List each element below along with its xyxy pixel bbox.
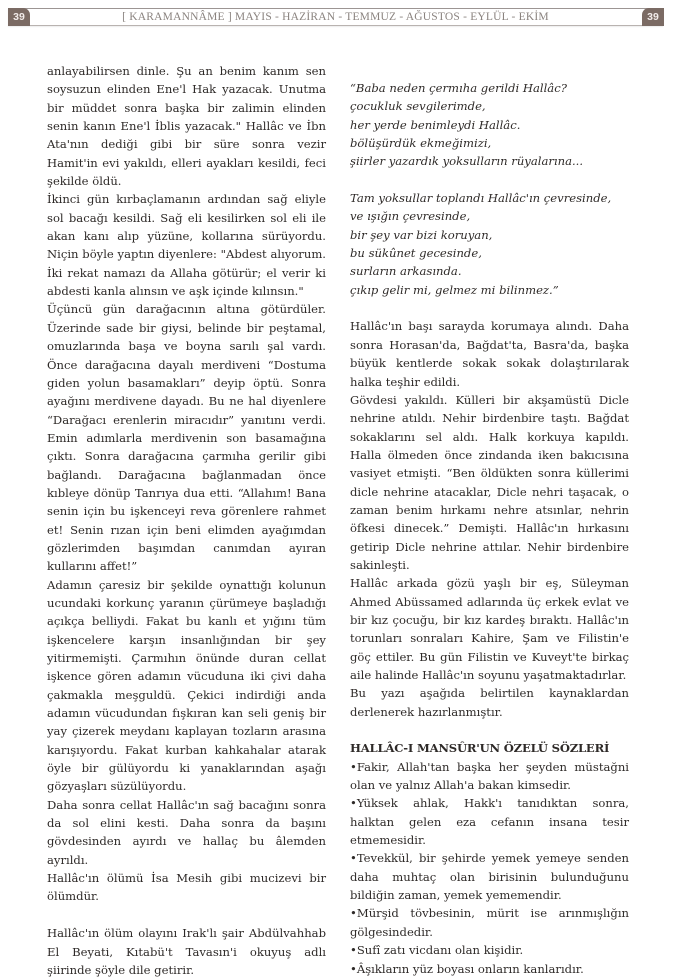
saying-item: •Fakir, Allah'tan başka her şeyden müstağni olan ve yalnız Allah'a bakan kimsedir.: [350, 759, 629, 793]
poem-line: surların arkasında.: [350, 264, 462, 279]
paragraph: Daha sonra cellat Hallâc'ın sağ bacağını sonra da sol elini kesti. Daha sonra da başını gövdesinden ayırdı ve hallaç bu âlemden ayrıldı.: [47, 797, 326, 867]
saying-item: •Mürşid tövbesinin, mürit ise arınmışlığın gölgesindedir.: [350, 906, 629, 939]
paragraph: anlayabilirsen dinle. Şu an benim kanım sen soysuzun elinden Ene'l Hak yazacak. Unutma bir müddet sonra başka bir zalimin elinden senin kanın Ene'l İblis yazacak." Hallâc ve İbn Ata'nın dediği gibi bir süre sonra vezir Hamit'in evi yakıldı, elleri ayakları kesildi, feci şekilde öldü.: [47, 64, 326, 189]
saying-item: •Âşıkların yüz boyası onların kanlarıdır.: [350, 961, 584, 976]
poem-line: her yerde benimleydi Hallâc.: [350, 117, 521, 132]
poem: [350, 79, 629, 299]
paragraph: Bu yazı aşağıda belirtilen kaynaklardan derlenerek hazırlanmıştır.: [350, 686, 629, 719]
poem-line: şiirler yazardık yoksulların rüyalarına...: [350, 154, 584, 169]
poem-line: bu sükûnet gecesinde,: [350, 246, 482, 261]
poem-line: bölüşürdük ekmeğimizi,: [350, 136, 492, 151]
spacer: [350, 721, 629, 739]
section-heading: HALLÂC-I MANSÛR'UN ÖZELÜ SÖZLERİ: [350, 741, 610, 756]
poem-line: bir şey var bizi koruyan,: [350, 227, 493, 242]
poem-line: “Baba neden çermıha gerildi Hallâc?: [350, 81, 567, 95]
paragraph: Hallâc arkada gözü yaşlı bir eş, Süleyman Ahmed Abüssamed adlarında üç erkek evlat ve bir kız çocuğu, bir kız kardeş bıraktı. Hallâc'ın torunları sonraları Kahire, Şam ve Filistin'e göç ettiler. Bu gün Filistin ve Kuveyt'te birkaç aile halinde Hallâc'ın soyunu yaşatmaktadırlar.: [350, 576, 629, 682]
saying-item: •Yüksek ahlak, Hakk'ı tanıdıktan sonra, halktan gelen eza cefanın insana tesir etmemesidir.: [350, 796, 629, 848]
poem-line: ve ışığın çevresinde,: [350, 209, 471, 224]
running-header: [8, 8, 663, 26]
saying-item: •Tevekkül, bir şehirde yemek yemeye senden daha muhtaç olan birisinin bulunduğunu bildiğin zaman, yemek yememendir.: [350, 851, 629, 903]
page-number-left: 39: [8, 8, 30, 26]
paragraph: Adamın çaresiz bir şekilde oynattığı kolunun ucundaki korkunç yaranın çürümeye başladığı açıkça belliydi. Fakat bu kanlı et yığını tüm işkencelere karşın insanlığından bir şey yitirmemişti. Çarmıhın önünde duran cellat işkence gören adamın vücuduna iki çivi daha çakmakla meşguldü. Çekici indirdiği anda adamın vücudundan fışkıran kan seli geniş bir yay çizerek meydanı kaplayan tozların arasına karışıyordu. Fakat kurban kahkahalar atarak öyle bir gülüyordu ki yanaklarından aşağı gözyaşları süzülüyordu.: [47, 577, 326, 794]
paragraph: Hallâc'ın ölümü İsa Mesih gibi mucizevi bir ölümdür.: [47, 871, 326, 904]
paragraph: İkinci gün kırbaçlamanın ardından sağ eliyle sol bacağı kesildi. Sağ eli kesilirken sol eli ile akan kanı alıp yüzüne, kollarına sürüyordu. Niçin böyle yaptın diyenlere: "Abdest alıyorum. İki rekat namazı da Allaha götürür; el verir ki abdesti kanla alınsın ve aşk içinde kılınsın.": [47, 192, 326, 299]
spacer: [47, 906, 326, 924]
paragraph: Gövdesi yakıldı. Külleri bir akşamüstü Dicle nehrine atıldı. Nehir birdenbire taştı. Bağdat sokaklarını sel aldı. Halk korkuya kapıldı. Halla ölmeden önce zindanda iken bakıcısına vasiyet etmişti. “Ben öldükten sonra küllerimi dicle nehrine atacaklar, Dicle nehri taşacak, o zaman benim hırkamı nehre atsınlar, nehrin öfkesi dinecek.” Demişti. Hallâc'ın hırkasını getirip Dicle nehrine attılar. Nehir birdenbire sakinleşti.: [350, 392, 629, 572]
poem-line: çocukluk sevgilerimde,: [350, 99, 486, 114]
poem-line: Tam yoksullar toplandı Hallâc'ın çevresinde,: [350, 191, 612, 206]
paragraph: Hallâc'ın başı sarayda korumaya alındı. Daha sonra Horasan'da, Bağdat'ta, Basra'da, başka büyük kentlerde sokak sokak dolaştırılarak halka teşhir edildi.: [350, 319, 629, 389]
spacer: [350, 171, 629, 189]
poem-line: çıkıp gelir mi, gelmez mi bilinmez.”: [350, 282, 559, 297]
paragraph: Üçüncü gün darağacının altına götürdüler. Üzerinde sade bir giysi, belinde bir peştamal, omuzlarında başa ve boyna sarılı şal vardı. Önce darağacına dayalı merdiveni “Dostuma giden yolun basamakları” deyip öptü. Sonra ayağını merdivene dayadı. Bu ne hal diyenlere “Darağacı erenlerin miracıdır” yanıtını verdi. Emin adımlarla merdivenin son basamağına çıktı. Sonra darağacına çarmıha gerilir gibi bağlandı. Darağacına bağlanmadan önce kıbleye dönüp Tanrıya dua etti. “Allahım! Bana senin için bu işkenceyi reva görenlere rahmet et! Senin rızan için beni elimden ayağımdan gözlerimden başımdan canımdan ayıran kullarını affet!”: [47, 302, 326, 574]
left-column: [47, 62, 326, 979]
header-title: [ KARAMANNÂME ] MAYIS - HAZİRAN - TEMMUZ - AĞUSTOS - EYLÜL - EKİM: [122, 11, 549, 23]
page-number-right: 39: [642, 8, 664, 26]
right-column: [350, 79, 629, 978]
saying-item: •Sufî zatı vicdanı olan kişidir.: [350, 943, 524, 958]
spacer: [350, 299, 629, 317]
paragraph: Hallâc'ın ölüm olayını Irak'lı şair Abdülvahhab El Beyati, Kıtabü't Tavasın'i okuyuş adlı şiirinde şöyle dile getirir.: [47, 926, 326, 977]
